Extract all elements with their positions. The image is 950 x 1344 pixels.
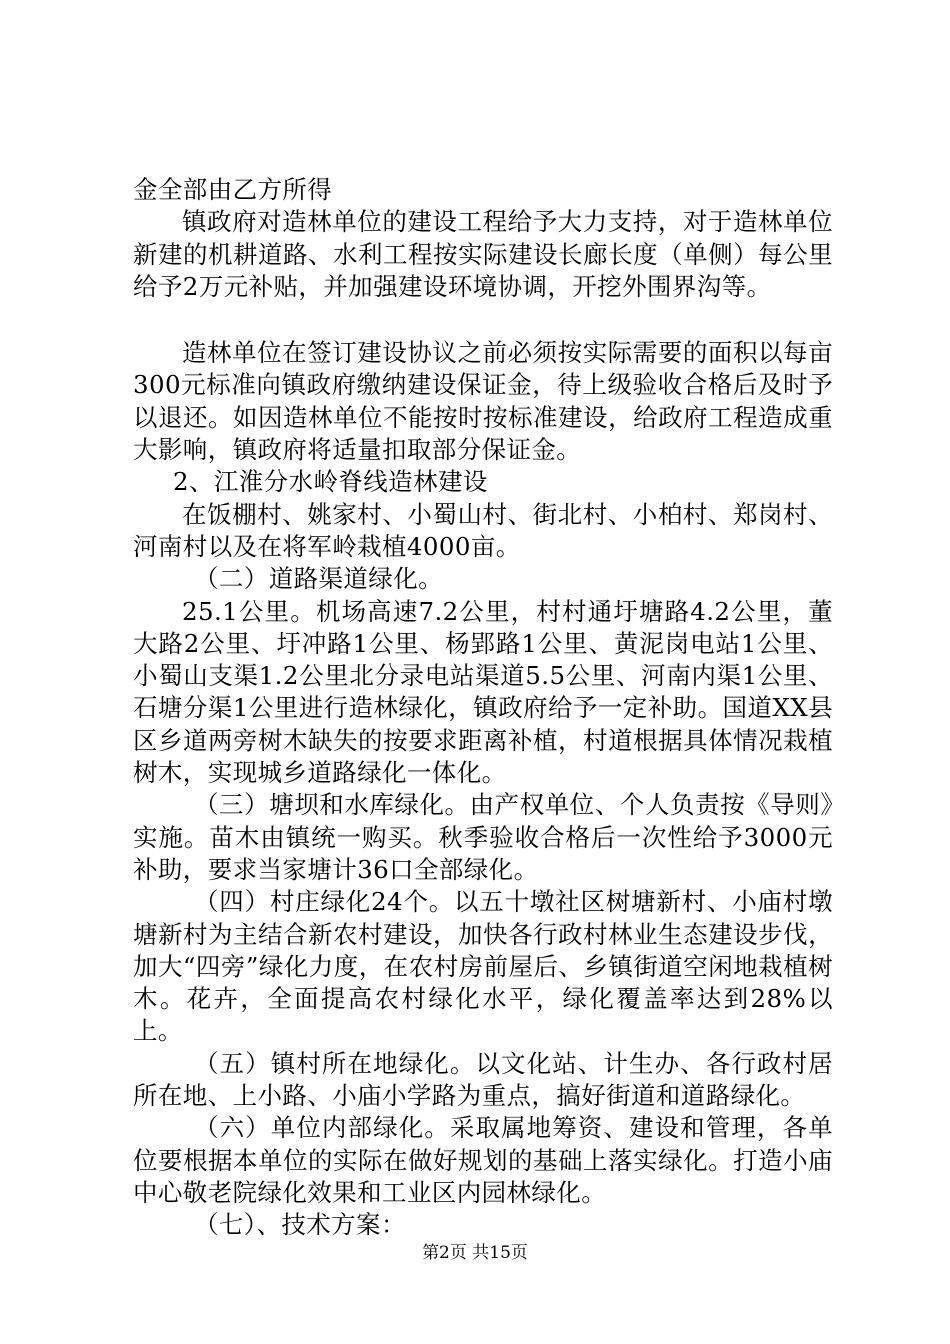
paragraph-continuation: 金全部由乙方所得 bbox=[133, 175, 333, 204]
paragraph-unit-greening: （六）单位内部绿化。采取属地筹资、建设和管理，各单位要根据本单位的实际在做好规划的基础上落实绿化。打造小庙中心敬老院绿化效果和工业区内园林绿化。 bbox=[133, 1113, 833, 1207]
heading-watershed-ridge: 2、江淮分水岭脊线造林建设 bbox=[173, 467, 488, 497]
heading-technical-plan: （七）、技术方案： bbox=[194, 1210, 406, 1240]
paragraph-pond-reservoir: （三）塘坝和水库绿化。由产权单位、个人负责按《导则》实施。苗木由镇统一购买。秋季验收合格后一次性给予3000元补助，要求当家塘计36口全部绿化。 bbox=[133, 790, 833, 884]
paragraph-village-planting: 在饭棚村、姚家村、小蜀山村、街北村、小柏村、郑岗村、河南村以及在将军岭栽植4000亩。 bbox=[133, 499, 833, 561]
paragraph-road-details: 25.1公里。机场高速7.2公里，村村通圩塘路4.2公里，董大路2公里、圩冲路1公里、杨郢路1公里、黄泥岗电站1公里、小蜀山支渠1.2公里北分录电站渠道5.5公里、河南内渠1公里、石塘分渠1公里进行造林绿化，镇政府给予一定补助。国道XX县区乡道两旁树木缺失的按要求距离补植，村道根据具体情况栽植树木，实现城乡道路绿化一体化。 bbox=[133, 596, 833, 788]
paragraph-town-greening: （五）镇村所在地绿化。以文化站、计生办、各行政村居所在地、上小路、小庙小学路为重点，搞好街道和道路绿化。 bbox=[133, 1048, 833, 1111]
paragraph-deposit: 造林单位在签订建设协议之前必须按实际需要的面积以每亩300元标准向镇政府缴纳建设保证金，待上级验收合格后及时予以退还。如因造林单位不能按时按标准建设，给政府工程造成重大影响，镇政府将适量扣取部分保证金。 bbox=[133, 338, 833, 465]
heading-road-channel: （二）道路渠道绿化。 bbox=[194, 564, 443, 594]
page-footer: 第2页 共15页 bbox=[422, 1243, 528, 1263]
paragraph-construction-support: 镇政府对造林单位的建设工程给予大力支持，对于造林单位新建的机耕道路、水利工程按实际建设长廊长度（单侧）每公里给予2万元补贴，并加强建设环境协调，开挖外围界沟等。 bbox=[133, 207, 833, 301]
paragraph-village-greening: （四）村庄绿化24个。以五十墩社区树塘新村、小庙村墩塘新村为主结合新农村建设，加快各行政村林业生态建设步伐，加大“四旁”绿化力度，在农村房前屋后、乡镇街道空闲地栽植树木。花卉，全面提高农村绿化水平，绿化覆盖率达到28%以上。 bbox=[133, 887, 833, 1046]
document-body bbox=[133, 174, 833, 1242]
